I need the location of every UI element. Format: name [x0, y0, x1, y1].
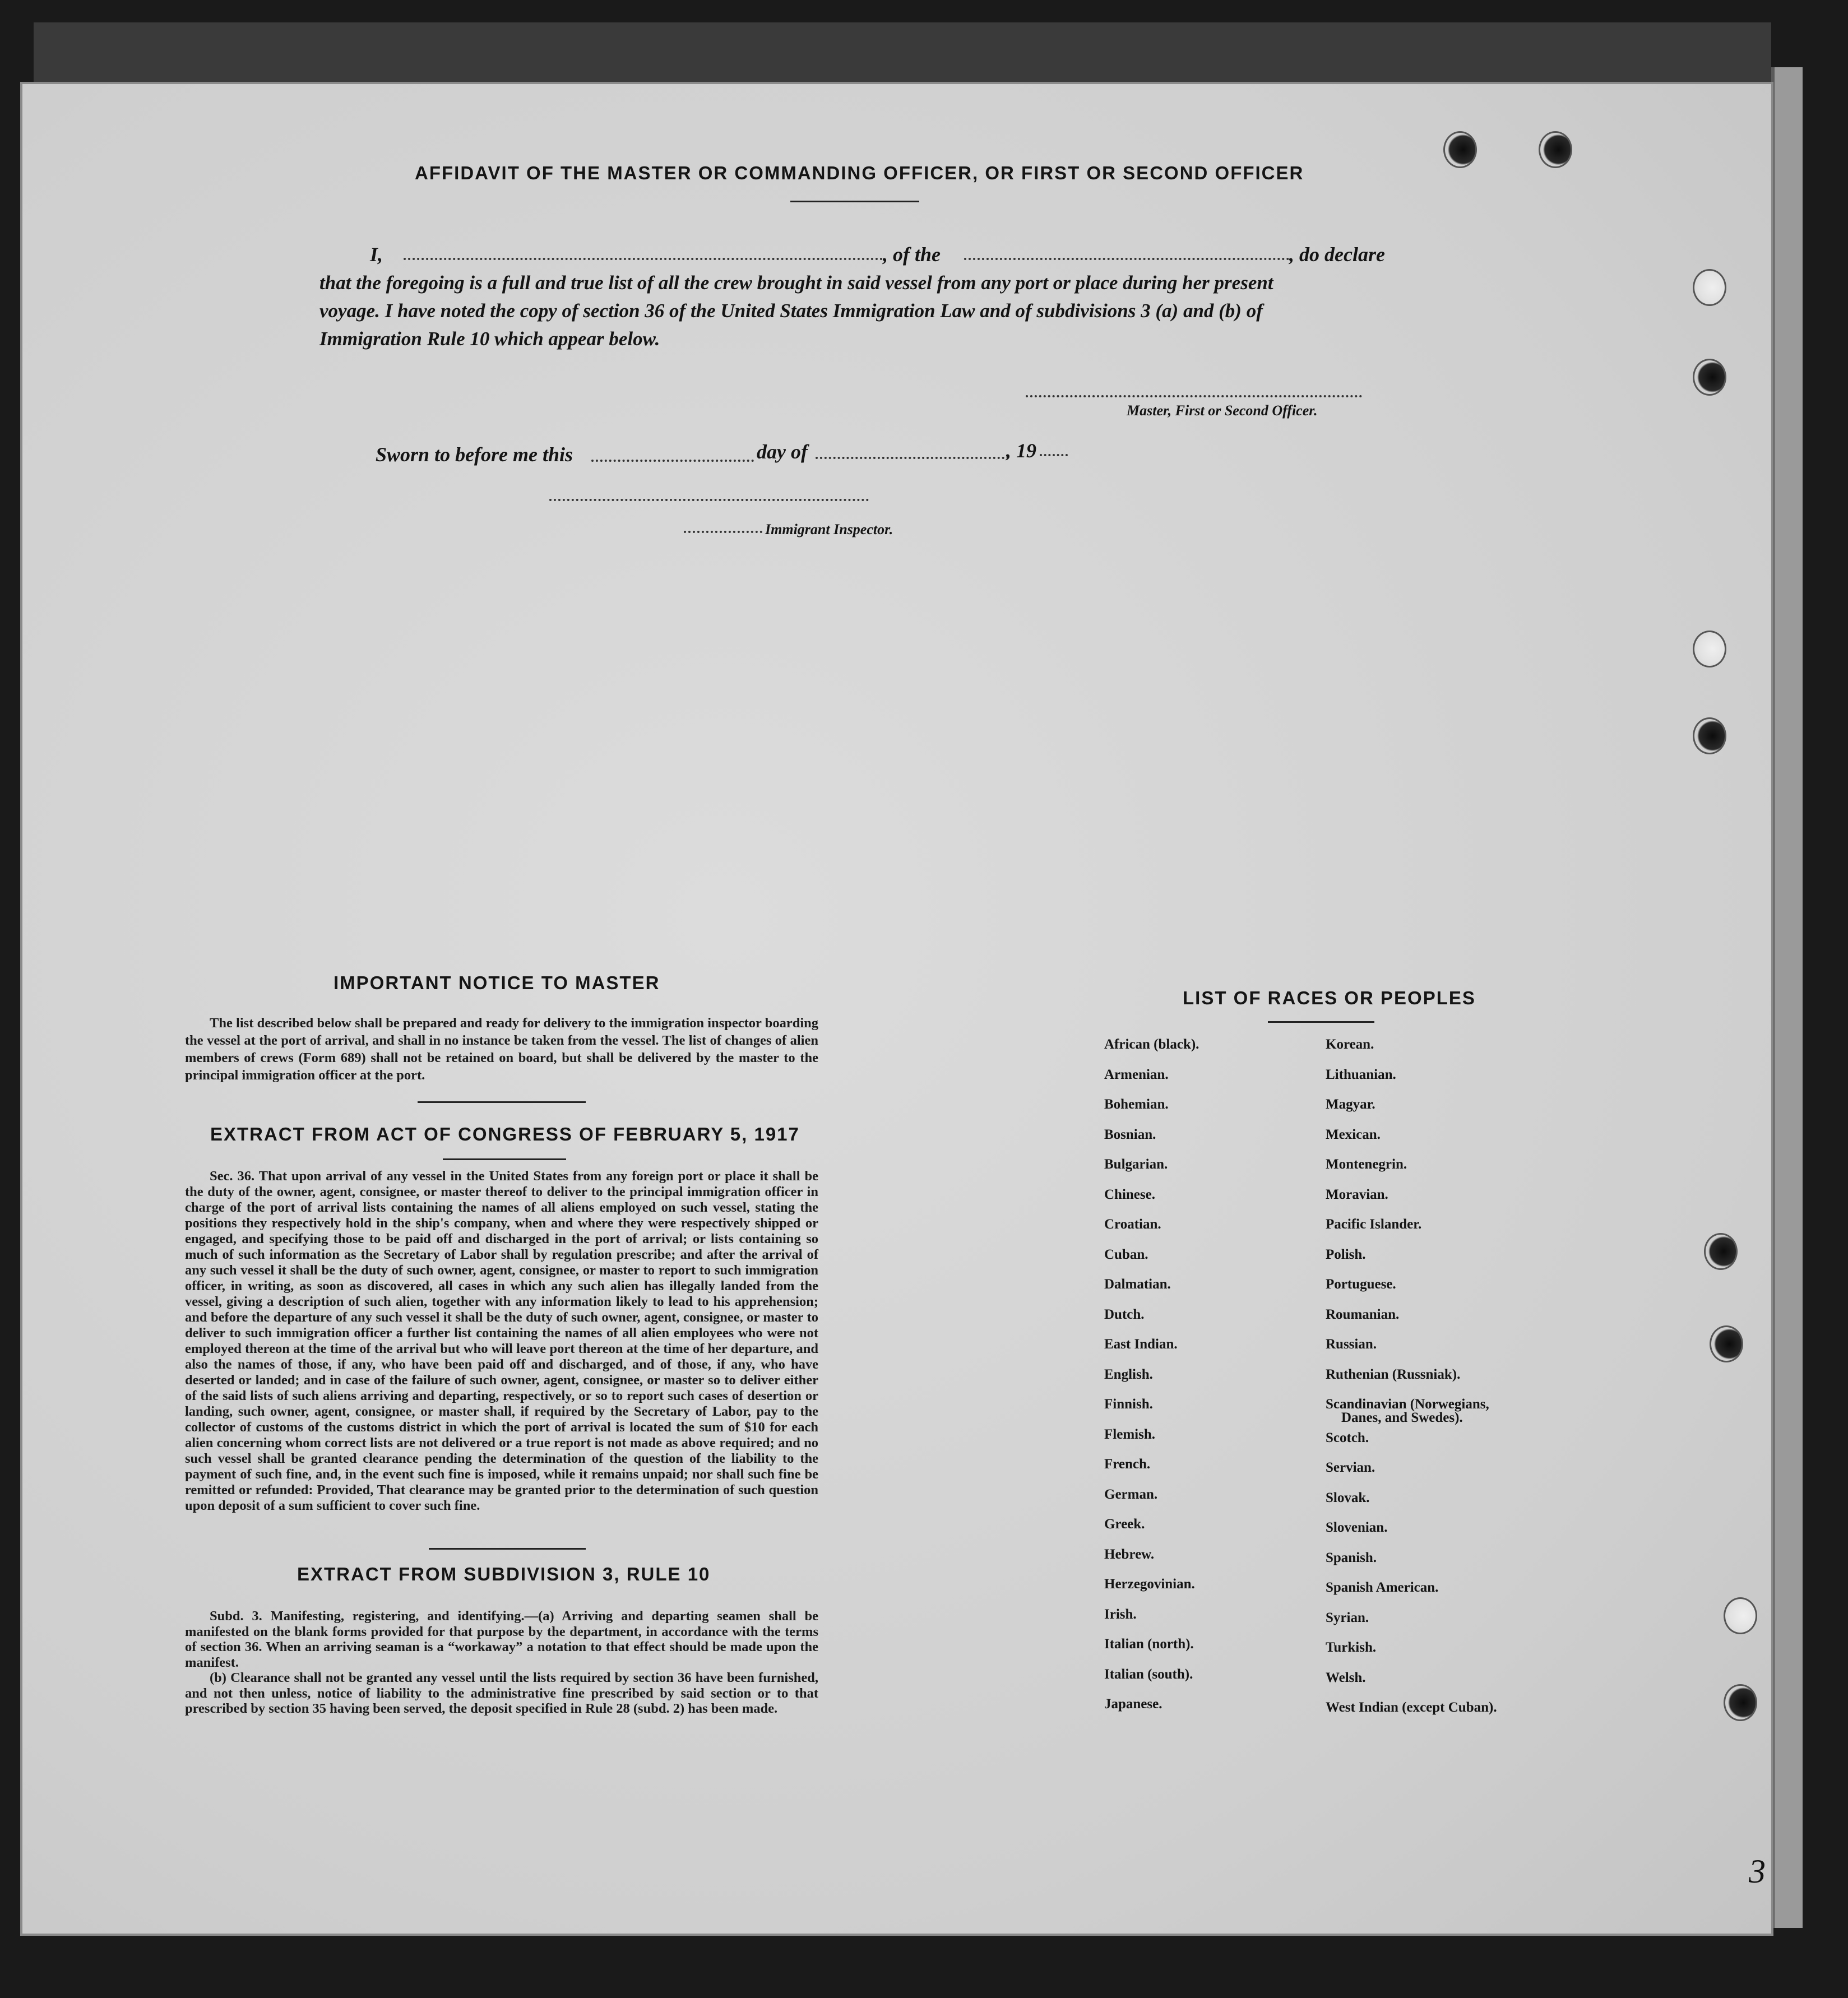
- race-item: Welsh.: [1326, 1670, 1366, 1685]
- race-item: Korean.: [1326, 1037, 1374, 1052]
- race-item: Magyar.: [1326, 1097, 1375, 1112]
- race-item: Polish.: [1326, 1246, 1366, 1262]
- race-item: Dutch.: [1104, 1306, 1145, 1322]
- declaration-i-label: I,: [370, 243, 383, 266]
- page-number: 3: [1749, 1853, 1766, 1890]
- day-of-label: day of: [757, 441, 808, 463]
- race-item: Italian (south).: [1104, 1666, 1193, 1682]
- declaration-line-2: that the foregoing is a full and true list of all the crew brought in said vessel from any port or place during her present: [319, 272, 1273, 294]
- act-title: EXTRACT FROM ACT OF CONGRESS OF FEBRUARY 5, 1917: [210, 1124, 800, 1144]
- race-item: Slovak.: [1326, 1490, 1370, 1505]
- declaration-line-4: Immigration Rule 10 which appear below.: [319, 328, 660, 350]
- year-blank-line: [1040, 454, 1068, 456]
- race-item: Finnish.: [1104, 1397, 1153, 1412]
- sworn-day-blank-line: [591, 460, 754, 462]
- race-item: Syrian.: [1326, 1610, 1369, 1625]
- punch-hole-icon: [1724, 1684, 1757, 1721]
- race-item: East Indian.: [1104, 1337, 1178, 1352]
- race-item: Slovenian.: [1326, 1520, 1388, 1535]
- sworn-label: Sworn to before me this: [376, 443, 573, 466]
- year-label: , 19: [1006, 439, 1036, 462]
- race-item: Dalmatian.: [1104, 1277, 1171, 1292]
- punch-hole-icon: [1704, 1233, 1738, 1270]
- act-body: [185, 1169, 818, 1514]
- name-blank-line: [404, 258, 883, 260]
- vessel-blank-line: [964, 258, 1289, 260]
- race-item: Chinese.: [1104, 1186, 1155, 1202]
- rule-subdivision-b: (b) Clearance shall not be granted any vessel until the lists required by section 36 have been furnished, and not then unless, notice of liability to the administrative fine prescribed by said section or to that prescribed by section 35 having been served, the deposit specified in Rule 28 (subd. 2) has been made.: [185, 1670, 818, 1716]
- notice-divider: [418, 1101, 586, 1103]
- race-item: Cuban.: [1104, 1246, 1148, 1262]
- race-item: Moravian.: [1326, 1186, 1388, 1202]
- race-item: Croatian.: [1104, 1217, 1161, 1232]
- race-item: Spanish.: [1326, 1550, 1377, 1565]
- race-item: Bulgarian.: [1104, 1157, 1168, 1172]
- race-item-continuation: Danes, and Swedes).: [1341, 1410, 1463, 1425]
- race-item: Flemish.: [1104, 1426, 1155, 1442]
- inspector-signature-line: [549, 499, 869, 501]
- act-title-underline: [443, 1158, 566, 1160]
- punch-hole-icon: [1693, 269, 1726, 306]
- race-item: African (black).: [1104, 1037, 1199, 1052]
- race-item: Scotch.: [1326, 1430, 1369, 1445]
- race-item: Greek.: [1104, 1517, 1145, 1532]
- month-blank-line: [816, 457, 1009, 459]
- punch-hole-icon: [1724, 1597, 1757, 1634]
- declaration-of-the-label: , of the: [883, 243, 941, 266]
- race-item: Russian.: [1326, 1337, 1377, 1352]
- races-title-underline: [1268, 1021, 1374, 1023]
- race-item: Pacific Islander.: [1326, 1217, 1422, 1232]
- rule-subdivision-a: Subd. 3. Manifesting, registering, and identifying.—(a) Arriving and departing seamen shall be manifested on the blank forms provided for that purpose by the department, in accordance with the terms of section 36. When an arriving seaman is a “workaway” a notation to that effect should be made upon the manifest.: [185, 1608, 818, 1670]
- race-item: Spanish American.: [1326, 1580, 1439, 1595]
- notice-title: IMPORTANT NOTICE TO MASTER: [334, 972, 660, 993]
- master-signature-label: Master, First or Second Officer.: [1127, 402, 1318, 419]
- inspector-prefix-line: [684, 531, 762, 533]
- race-item: Lithuanian.: [1326, 1067, 1396, 1082]
- punch-hole-icon: [1539, 131, 1572, 168]
- notice-paragraph: The list described below shall be prepared and ready for delivery to the immigration inspector boarding the vessel at the port of arrival, and shall in no instance be taken from the vessel. The list of changes of alien members of crews (Form 689) shall not be retained on board, but shall be delivered by the master to the principal immigration officer at the port.: [185, 1016, 818, 1083]
- race-item: Scandinavian (Norwegians,: [1326, 1397, 1489, 1412]
- rule-body: [185, 1608, 818, 1717]
- race-item: English.: [1104, 1366, 1153, 1382]
- page-edge-top: [34, 22, 1771, 87]
- race-item: Armenian.: [1104, 1067, 1169, 1082]
- races-title: LIST OF RACES OR PEOPLES: [1183, 988, 1476, 1008]
- race-item: West Indian (except Cuban).: [1326, 1700, 1497, 1715]
- race-item: Hebrew.: [1104, 1546, 1155, 1562]
- race-item: Servian.: [1326, 1460, 1375, 1475]
- punch-hole-icon: [1710, 1325, 1743, 1362]
- race-item: Japanese.: [1104, 1696, 1162, 1712]
- inspector-label: Immigrant Inspector.: [765, 521, 893, 537]
- declaration-do-declare-label: , do declare: [1289, 243, 1385, 266]
- race-item: Herzegovinian.: [1104, 1577, 1195, 1592]
- race-item: French.: [1104, 1457, 1151, 1472]
- race-item: German.: [1104, 1486, 1158, 1502]
- title-underline: [790, 201, 919, 202]
- race-item: Roumanian.: [1326, 1306, 1400, 1322]
- notice-body: [185, 1014, 818, 1084]
- master-signature-line: [1026, 395, 1362, 397]
- rule-title: EXTRACT FROM SUBDIVISION 3, RULE 10: [297, 1564, 711, 1584]
- race-item: Irish.: [1104, 1606, 1137, 1622]
- race-item: Portuguese.: [1326, 1277, 1396, 1292]
- punch-hole-icon: [1693, 359, 1726, 396]
- race-item: Turkish.: [1326, 1640, 1377, 1655]
- act-section-36: Sec. 36. That upon arrival of any vessel in the United States from any foreign port or place it shall be the duty of the owner, agent, consignee, or master thereof to deliver to the principal immigration officer in charge of the port of arrival lists containing the names of all aliens employed on such vessel, stating the positions they respectively hold in the ship's company, when and where they were respectively shipped or engaged, and specifying those to be paid off and discharged in the port of arrival; or lists containing so much of such information as the Secretary of Labor shall by regulation prescribe; and after the arrival of any such vessel it shall be the duty of such owner, agent, consignee, or master to report to such immigration officer, in writing, as soon as discovered, all cases in which any such alien has illegally landed from the vessel, giving a description of such alien, together with any information likely to lead to his apprehension; and before the departure of any such vessel it shall be the duty of such owner, agent, consignee, or master to deliver to such immigration officer a further list containing the names of all alien employees who were not employed thereon at the time of the arrival but who will leave port thereon at the time of her departure, and also the names of those, if any, who have been paid off and discharged, and of those, if any, who have deserted or landed; and in case of the failure of such owner, agent, consignee, or master so to deliver either of the said lists of such aliens arriving and departing, respectively, or so to report such cases of desertion or landing, such owner, agent, consignee, or master shall, if required by the Secretary of Labor, pay to the collector of customs of the customs district in which the port of arrival is located the sum of $10 for each alien concerning whom correct lists are not delivered or a true report is not made as above required; and no such vessel shall be granted clearance pending the determination of the question of the liability to the payment of such fine, and, in the event such fine is imposed, while it remains unpaid; nor shall such fine be remitted or refunded: Provided, That clearance may be granted prior to the determination of such question upon deposit of a sum sufficient to cover such fine.: [185, 1169, 818, 1513]
- act-divider: [429, 1548, 586, 1550]
- race-item: Bosnian.: [1104, 1127, 1156, 1142]
- page-edge-right: [1771, 67, 1803, 1928]
- declaration-line-3: voyage. I have noted the copy of section 36 of the United States Immigration Law and of subdivisions 3 (a) and (b) of: [319, 300, 1263, 322]
- race-item: Montenegrin.: [1326, 1157, 1407, 1172]
- affidavit-title: AFFIDAVIT OF THE MASTER OR COMMANDING OFFICER, OR FIRST OR SECOND OFFICER: [415, 163, 1304, 183]
- race-item: Mexican.: [1326, 1127, 1381, 1142]
- race-item: Italian (north).: [1104, 1637, 1194, 1652]
- punch-hole-icon: [1443, 131, 1477, 168]
- race-item: Ruthenian (Russniak).: [1326, 1366, 1461, 1382]
- punch-hole-icon: [1693, 631, 1726, 667]
- punch-hole-icon: [1693, 717, 1726, 754]
- document-page: [22, 84, 1771, 1934]
- race-item: Bohemian.: [1104, 1097, 1169, 1112]
